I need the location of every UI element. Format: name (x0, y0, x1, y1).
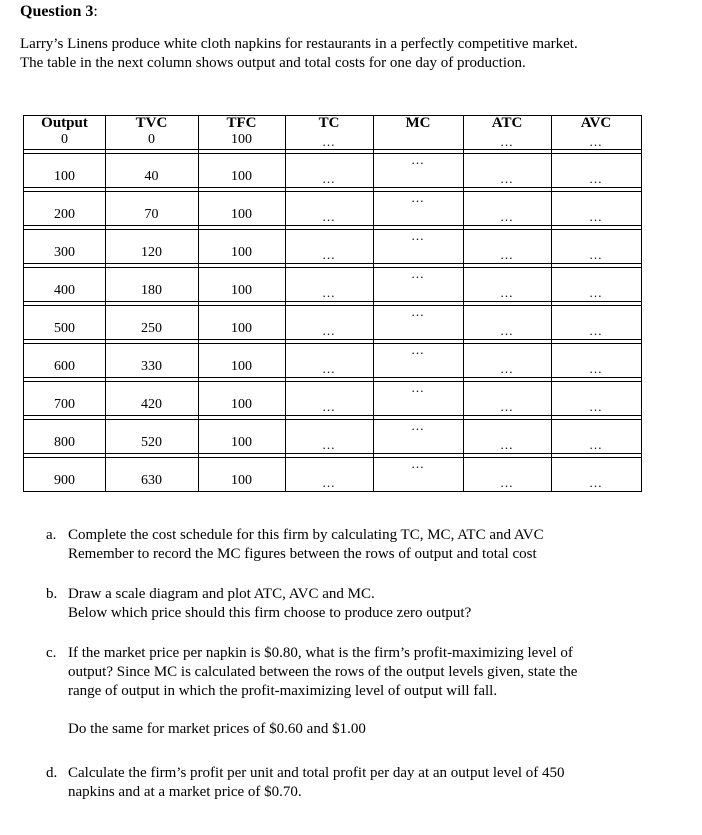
question-title: Question 3: (20, 3, 98, 20)
blank-cell[interactable]: … (322, 323, 336, 338)
blank-cell[interactable]: … (500, 361, 514, 376)
column-header-atc: ATC (491, 115, 523, 131)
question-line: Complete the cost schedule for this firm by calculating TC, MC, ATC and AVC (68, 527, 544, 543)
row-divider (24, 453, 641, 454)
table-cell-tfc: 100 (231, 473, 252, 488)
table-cell-tvc: 330 (141, 359, 162, 374)
blank-cell[interactable]: … (589, 475, 603, 490)
question-part-text (68, 585, 648, 623)
question-part-text (68, 644, 648, 739)
table-cell-output: 600 (54, 359, 75, 374)
table-cell-output: 500 (54, 321, 75, 336)
blank-cell[interactable]: … (322, 134, 336, 149)
table-cell-tfc: 100 (231, 321, 252, 336)
blank-cell[interactable]: … (322, 437, 336, 452)
mc-blank-cell[interactable]: … (411, 304, 425, 319)
blank-cell[interactable]: … (589, 171, 603, 186)
blank-cell[interactable]: … (589, 323, 603, 338)
row-divider (24, 191, 641, 192)
table-cell-tfc: 100 (231, 245, 252, 260)
question-line: napkins and at a market price of $0.70. (68, 784, 302, 800)
row-divider (24, 377, 641, 378)
table-cell-tvc: 120 (141, 245, 162, 260)
table-cell-tfc: 100 (231, 435, 252, 450)
intro-line: Larry’s Linens produce white cloth napkins for restaurants in a perfectly competitive market. (20, 36, 578, 52)
question-line: range of output in which the profit-maximizing level of output will fall. (68, 683, 498, 699)
row-divider (24, 301, 641, 302)
table-cell-output: 800 (54, 435, 75, 450)
table-cell-output: 300 (54, 245, 75, 260)
question-part-label: b. (46, 586, 58, 602)
table-cell-output: 100 (54, 169, 75, 184)
blank-cell[interactable]: … (500, 247, 514, 262)
table-cell-tfc: 100 (231, 397, 252, 412)
row-divider (24, 263, 641, 264)
mc-blank-cell[interactable]: … (411, 342, 425, 357)
blank-cell[interactable]: … (322, 399, 336, 414)
table-cell-output: 0 (61, 132, 68, 147)
blank-cell[interactable]: … (322, 209, 336, 224)
row-divider (24, 457, 641, 458)
table-cell-output: 700 (54, 397, 75, 412)
row-divider (24, 343, 641, 344)
intro-line: The table in the next column shows output and total costs for one day of production. (20, 55, 526, 71)
mc-blank-cell[interactable]: … (411, 418, 425, 433)
blank-cell[interactable]: … (322, 247, 336, 262)
table-cell-tvc: 0 (148, 132, 155, 147)
column-header-tfc: TFC (226, 115, 257, 131)
table-cell-tvc: 520 (141, 435, 162, 450)
table-cell-output: 200 (54, 207, 75, 222)
blank-cell[interactable]: … (589, 285, 603, 300)
question-line: Do the same for market prices of $0.60 and $1.00 (68, 721, 366, 737)
question-part-text (68, 526, 648, 564)
table-cell-tfc: 100 (231, 283, 252, 298)
row-divider (24, 415, 641, 416)
blank-cell[interactable]: … (589, 134, 603, 149)
mc-blank-cell[interactable]: … (411, 266, 425, 281)
column-header-mc: MC (405, 115, 431, 131)
blank-cell[interactable]: … (500, 209, 514, 224)
question-line: output? Since MC is calculated between the rows of the output levels given, state the (68, 664, 578, 680)
table-cell-tfc: 100 (231, 359, 252, 374)
mc-blank-cell[interactable]: … (411, 152, 425, 167)
blank-cell[interactable]: … (500, 323, 514, 338)
blank-cell[interactable]: … (500, 399, 514, 414)
blank-cell[interactable]: … (322, 171, 336, 186)
cost-schedule-table (23, 115, 642, 492)
table-cell-output: 400 (54, 283, 75, 298)
mc-blank-cell[interactable]: … (411, 456, 425, 471)
column-header-tvc: TVC (135, 115, 168, 131)
blank-cell[interactable]: … (500, 171, 514, 186)
column-header-output: Output (41, 115, 88, 131)
row-divider (24, 225, 641, 226)
row-divider (24, 339, 641, 340)
blank-cell[interactable]: … (589, 247, 603, 262)
question-line: If the market price per napkin is $0.80, what is the firm’s profit-maximizing level of (68, 645, 573, 661)
question-line: Calculate the firm’s profit per unit and total profit per day at an output level of 450 (68, 765, 565, 781)
question-intro (20, 35, 660, 73)
blank-cell[interactable]: … (589, 361, 603, 376)
row-divider (24, 153, 641, 154)
row-divider (24, 419, 641, 420)
table-cell-tvc: 40 (144, 169, 159, 184)
blank-cell[interactable]: … (322, 285, 336, 300)
table-cell-tvc: 70 (144, 207, 159, 222)
table-cell-tvc: 250 (141, 321, 162, 336)
table-cell-tvc: 180 (141, 283, 162, 298)
question-part-label: d. (46, 765, 58, 781)
table-cell-tvc: 630 (141, 473, 162, 488)
mc-blank-cell[interactable]: … (411, 380, 425, 395)
row-divider (24, 187, 641, 188)
column-header-avc: AVC (580, 115, 612, 131)
question-line (68, 701, 648, 720)
table-cell-tfc: 100 (231, 132, 252, 147)
table-cell-output: 900 (54, 473, 75, 488)
blank-cell[interactable]: … (500, 134, 514, 149)
blank-cell[interactable]: … (500, 437, 514, 452)
blank-cell[interactable]: … (500, 475, 514, 490)
blank-cell[interactable]: … (322, 475, 336, 490)
blank-cell[interactable]: … (500, 285, 514, 300)
row-divider (24, 267, 641, 268)
row-divider (24, 229, 641, 230)
question-line: Below which price should this firm choose to produce zero output? (68, 605, 472, 621)
blank-cell[interactable]: … (589, 399, 603, 414)
question-part-label: c. (46, 645, 57, 661)
mc-blank-cell[interactable]: … (411, 190, 425, 205)
table-cell-tvc: 420 (141, 397, 162, 412)
blank-cell[interactable]: … (322, 361, 336, 376)
column-header-tc: TC (318, 115, 340, 131)
table-cell-tfc: 100 (231, 169, 252, 184)
question-line: Draw a scale diagram and plot ATC, AVC and MC. (68, 586, 375, 602)
mc-blank-cell[interactable]: … (411, 228, 425, 243)
question-part-label: a. (46, 527, 57, 543)
row-divider (24, 381, 641, 382)
blank-cell[interactable]: … (589, 437, 603, 452)
question-part-text (68, 764, 648, 802)
table-cell-tfc: 100 (231, 207, 252, 222)
row-divider (24, 305, 641, 306)
blank-cell[interactable]: … (589, 209, 603, 224)
question-line: Remember to record the MC figures between the rows of output and total cost (68, 546, 537, 562)
